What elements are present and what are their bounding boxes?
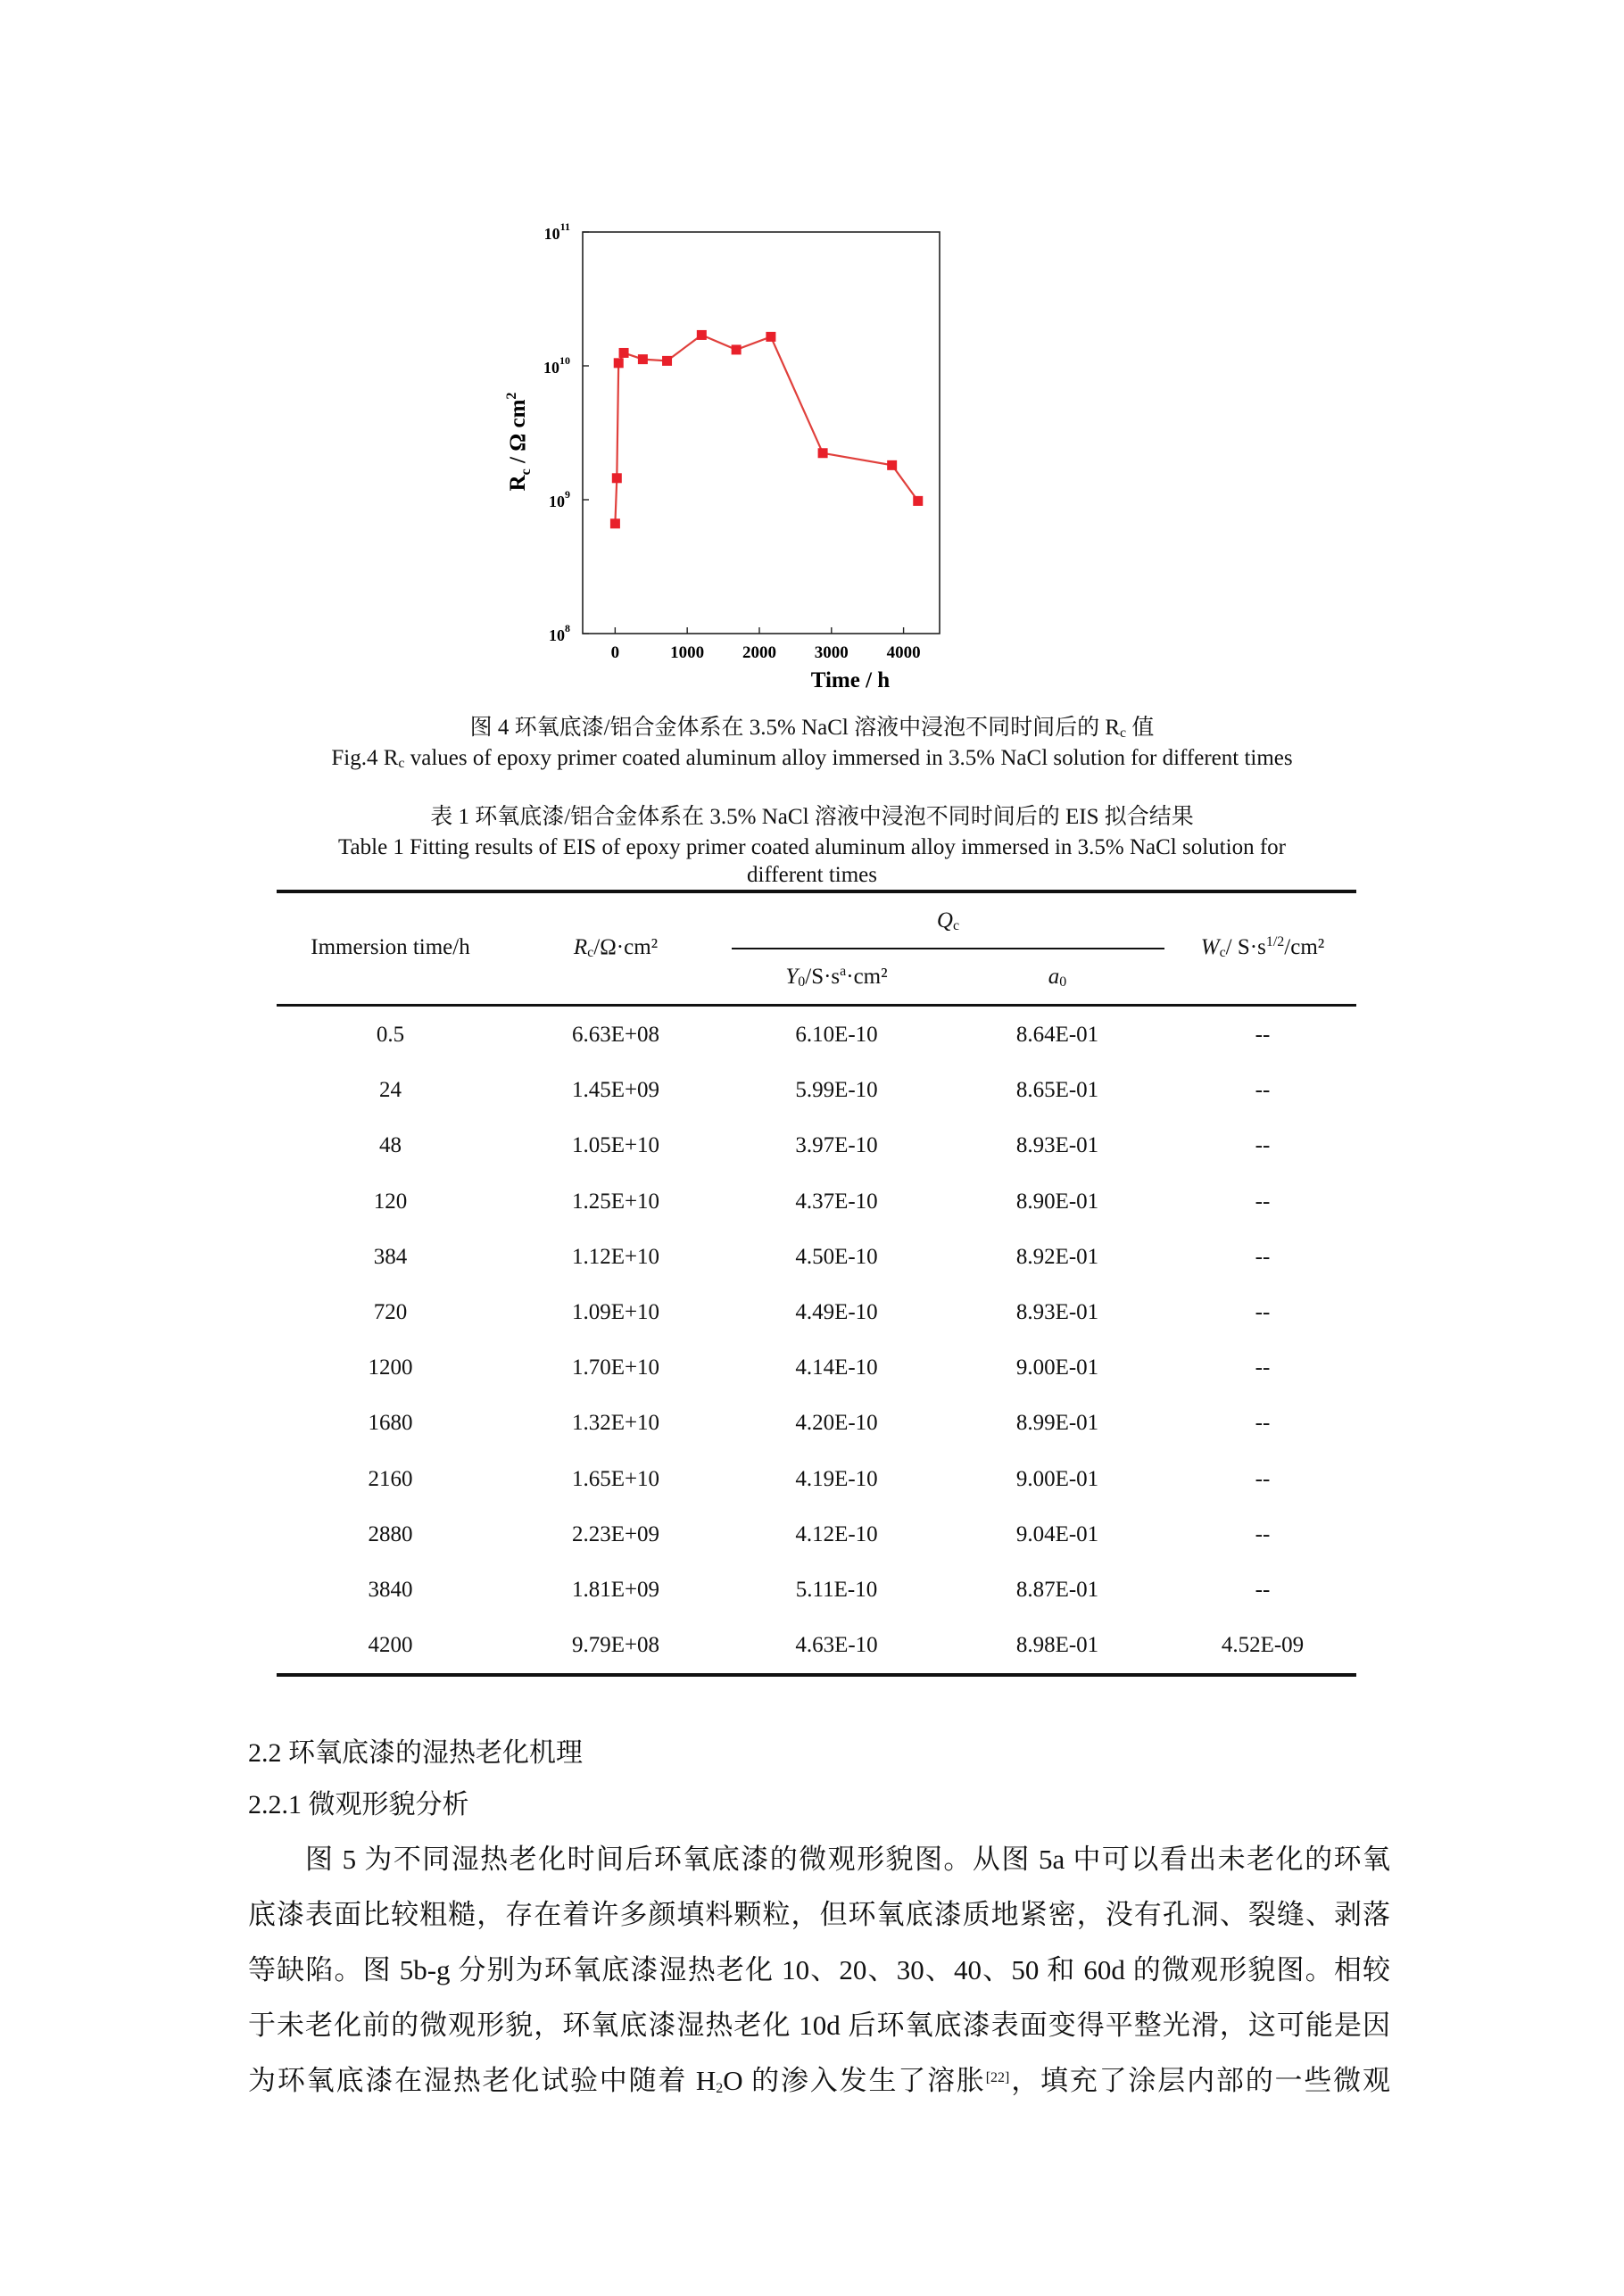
table-cell: 4.19E-10 [795, 1466, 878, 1491]
figure-caption-en-tail: values of epoxy primer coated aluminum alloy immersed in 3.5% NaCl solution for different times [404, 746, 1293, 770]
table-cell: 4.20E-10 [795, 1411, 878, 1436]
y-axis-label-unit: / Ω cm [506, 399, 530, 469]
y-axis-label-sup: 2 [504, 392, 519, 400]
table-cell: 4.14E-10 [795, 1355, 878, 1380]
table-cell: 8.99E-01 [1015, 1411, 1099, 1436]
table-cell: 6.63E+08 [571, 1023, 660, 1047]
table-cell: -- [1255, 1244, 1271, 1269]
table-cell: 4.37E-10 [795, 1189, 878, 1214]
data-point [697, 330, 707, 340]
y-tick-label: $10^8$ [549, 622, 570, 644]
header-y0-unit-sup: a [840, 964, 847, 979]
paragraph-line-4: 于未老化前的微观形貌，环氧底漆湿热老化 10d 后环氧底漆表面变得平整光滑，这可能是因 [248, 2010, 1390, 2041]
table-row [277, 1507, 1356, 1562]
table-top-rule [277, 890, 1356, 893]
x-tick-label: 0 [610, 643, 620, 662]
header-a0 [946, 964, 1169, 996]
table-cell: 4200 [368, 1633, 413, 1658]
table-cell: 1.09E+10 [571, 1300, 660, 1324]
figure-caption-en-sub: c [398, 756, 405, 771]
figure-caption-en [0, 744, 1624, 777]
body-paragraph [248, 1832, 1390, 2117]
table-cell: 1.45E+09 [571, 1078, 660, 1103]
section-heading: 2.2 环氧底漆的湿热老化机理 [248, 1738, 583, 1768]
table-cell: 4.52E-09 [1221, 1633, 1305, 1658]
header-wc [1169, 934, 1356, 966]
table-cell: 4.50E-10 [795, 1244, 878, 1269]
data-point [610, 518, 620, 528]
rc-series-line [615, 335, 917, 523]
paragraph-line-5-pre: 为环氧底漆在湿热老化试验中随着 H [248, 2065, 717, 2096]
table-cell: -- [1255, 1578, 1271, 1602]
x-tick-label: 3000 [814, 643, 849, 662]
table-row [277, 1285, 1356, 1340]
figure-caption-cn-tail: 值 [1126, 716, 1155, 740]
plot-area [543, 220, 940, 662]
paragraph-line-5-post: ，填充了涂层内部的一些微观 [1009, 2065, 1391, 2096]
qc-group-rule [732, 948, 1164, 949]
data-point [887, 460, 897, 470]
table-cell: 8.87E-01 [1015, 1578, 1099, 1602]
table-cell: 9.79E+08 [571, 1633, 660, 1658]
header-y0-unit-a: /S·s [805, 965, 841, 989]
data-point [614, 358, 624, 368]
table-cell: 1.05E+10 [571, 1133, 660, 1158]
header-rc [504, 934, 727, 966]
water-subscript: 2 [716, 2081, 724, 2096]
table-header-rule [277, 1004, 1356, 1007]
table-cell: -- [1255, 1355, 1271, 1380]
table-row [277, 1340, 1356, 1396]
table-cell: 1200 [368, 1355, 413, 1380]
y-tick-label: $10^{11}$ [543, 220, 570, 243]
table-cell: -- [1255, 1300, 1271, 1324]
table-cell: 120 [373, 1189, 408, 1214]
y-axis-label [504, 393, 534, 492]
data-point [612, 473, 622, 483]
x-axis-label: Time / h [810, 668, 891, 692]
paragraph-line-5-mid: O 的渗入发生了溶胀 [723, 2065, 986, 2096]
table-cell: 4.49E-10 [795, 1300, 878, 1324]
body-text [248, 1736, 1390, 2117]
table-cell: 1.70E+10 [571, 1355, 660, 1380]
data-point [766, 332, 775, 342]
subsection-heading: 2.2.1 微观形貌分析 [248, 1790, 469, 1819]
table-cell: 2160 [368, 1466, 413, 1491]
plot-frame [583, 232, 940, 634]
table-cell: 1680 [368, 1411, 413, 1436]
header-wc-sub: c [1219, 945, 1226, 960]
table-cell: 1.81E+09 [571, 1578, 660, 1602]
paragraph-line-3: 等缺陷。图 5b-g 分别为环氧底漆湿热老化 10、20、30、40、50 和 60d 的微观形貌图。相较 [248, 1954, 1390, 1985]
table-cell: -- [1255, 1411, 1271, 1436]
y-axis-label-main: R [506, 475, 530, 492]
table-cell: 6.10E-10 [795, 1023, 878, 1047]
table-cell: 1.12E+10 [571, 1244, 660, 1269]
table-cell: 5.99E-10 [795, 1078, 878, 1103]
table-cell: -- [1255, 1133, 1271, 1158]
header-wc-unit-a: / S·s [1225, 935, 1266, 959]
table-cell: 48 [379, 1133, 402, 1158]
x-tick-label: 4000 [886, 643, 921, 662]
table-row [277, 1118, 1356, 1173]
table-cell: 1.25E+10 [571, 1189, 660, 1214]
table-cell: 9.04E-01 [1015, 1521, 1099, 1546]
table-cell: 24 [379, 1078, 402, 1103]
table-row [277, 1452, 1356, 1507]
reference-marker: [22] [985, 2070, 1010, 2085]
header-qc-sub: c [952, 918, 960, 933]
header-a0-var: a [1048, 965, 1060, 989]
table-caption-en-line2: different times [746, 863, 878, 887]
table-row [277, 1618, 1356, 1673]
data-point [638, 354, 648, 364]
table-cell: 384 [373, 1244, 408, 1269]
table-row [277, 1174, 1356, 1230]
table-cell: -- [1255, 1521, 1271, 1546]
header-wc-var: W [1200, 935, 1220, 959]
x-tick-label: 2000 [742, 643, 776, 662]
header-wc-unit-b: /cm² [1284, 935, 1325, 959]
table-cell: 1.65E+10 [571, 1466, 660, 1491]
data-point [818, 448, 828, 458]
figure-caption-cn-text: 图 4 环氧底漆/铝合金体系在 3.5% NaCl 溶液中浸泡不同时间后的 R [469, 716, 1121, 740]
header-a0-sub: 0 [1059, 974, 1067, 990]
table-cell: 5.11E-10 [795, 1578, 878, 1602]
table-cell: 4.12E-10 [795, 1521, 878, 1546]
table-cell: 9.00E-01 [1015, 1355, 1099, 1380]
header-y0-sub: 0 [798, 974, 806, 990]
table-caption-en-line1: Table 1 Fitting results of EIS of epoxy primer coated aluminum alloy immersed in 3.5% NaCl solution for [338, 835, 1286, 859]
table-cell: 8.98E-01 [1015, 1633, 1099, 1658]
table-row [277, 1396, 1356, 1451]
y-axis-label-sub: c [518, 468, 534, 476]
table-cell: 8.92E-01 [1015, 1244, 1099, 1269]
header-rc-sub: c [587, 945, 594, 960]
table-row [277, 1230, 1356, 1285]
header-wc-unit-sup: 1/2 [1265, 934, 1285, 949]
table-cell: 0.5 [376, 1023, 405, 1047]
table-cell: -- [1255, 1078, 1271, 1103]
header-qc [727, 908, 1169, 940]
table-cell: 3.97E-10 [795, 1133, 878, 1158]
header-rc-var: R [573, 935, 588, 959]
table-cell: -- [1255, 1466, 1271, 1491]
y-tick-label: $10^{10}$ [543, 354, 570, 377]
header-y0-var: Y [785, 965, 799, 989]
header-immersion-time: Immersion time/h [311, 935, 470, 959]
table-caption-en [0, 833, 1624, 889]
paragraph-line-1: 图 5 为不同湿热老化时间后环氧底漆的微观形貌图。从图 5a 中可以看出未老化的环氧 [305, 1844, 1390, 1875]
table-cell: -- [1255, 1023, 1271, 1047]
table-row [277, 1063, 1356, 1118]
figure-caption-cn-sub: c [1120, 725, 1127, 741]
header-y0-unit-b: ·cm² [846, 965, 888, 989]
header-qc-var: Q [936, 908, 953, 932]
figure-caption-cn [0, 714, 1624, 747]
y-tick-label: $10^9$ [549, 488, 570, 510]
x-tick-label: 1000 [670, 643, 705, 662]
paragraph-line-2: 底漆表面比较粗糙，存在着许多颜填料颗粒，但环氧底漆质地紧密，没有孔洞、裂缝、剥落 [248, 1899, 1390, 1930]
table-row [277, 1007, 1356, 1063]
table-cell: 1.32E+10 [571, 1411, 660, 1436]
figure-caption-en-text: Fig.4 R [331, 746, 399, 770]
table-cell: 3840 [368, 1578, 413, 1602]
data-point [732, 344, 742, 354]
table-cell: 8.65E-01 [1015, 1078, 1099, 1103]
table-cell: 8.64E-01 [1015, 1023, 1099, 1047]
table-bottom-rule [277, 1673, 1356, 1677]
table-row [277, 1562, 1356, 1618]
header-y0 [727, 964, 946, 996]
table-cell: 8.90E-01 [1015, 1189, 1099, 1214]
table-caption-cn: 表 1 环氧底漆/铝合金体系在 3.5% NaCl 溶液中浸泡不同时间后的 EIS 拟合结果 [430, 805, 1194, 829]
table-cell: 4.63E-10 [795, 1633, 878, 1658]
table-cell: 8.93E-01 [1015, 1300, 1099, 1324]
table-cell: 2.23E+09 [571, 1521, 660, 1546]
table-cell: 8.93E-01 [1015, 1133, 1099, 1158]
table-cell: -- [1255, 1189, 1271, 1214]
data-point [662, 356, 672, 366]
paragraph-line-5 [248, 2053, 1390, 2117]
table-cell: 720 [373, 1300, 408, 1324]
header-rc-unit: /Ω·cm² [593, 935, 659, 959]
table-cell: 2880 [368, 1521, 413, 1546]
rc-vs-time-chart [482, 205, 1142, 705]
data-point [913, 496, 923, 506]
data-point [619, 348, 629, 358]
table-cell: 9.00E-01 [1015, 1466, 1099, 1491]
